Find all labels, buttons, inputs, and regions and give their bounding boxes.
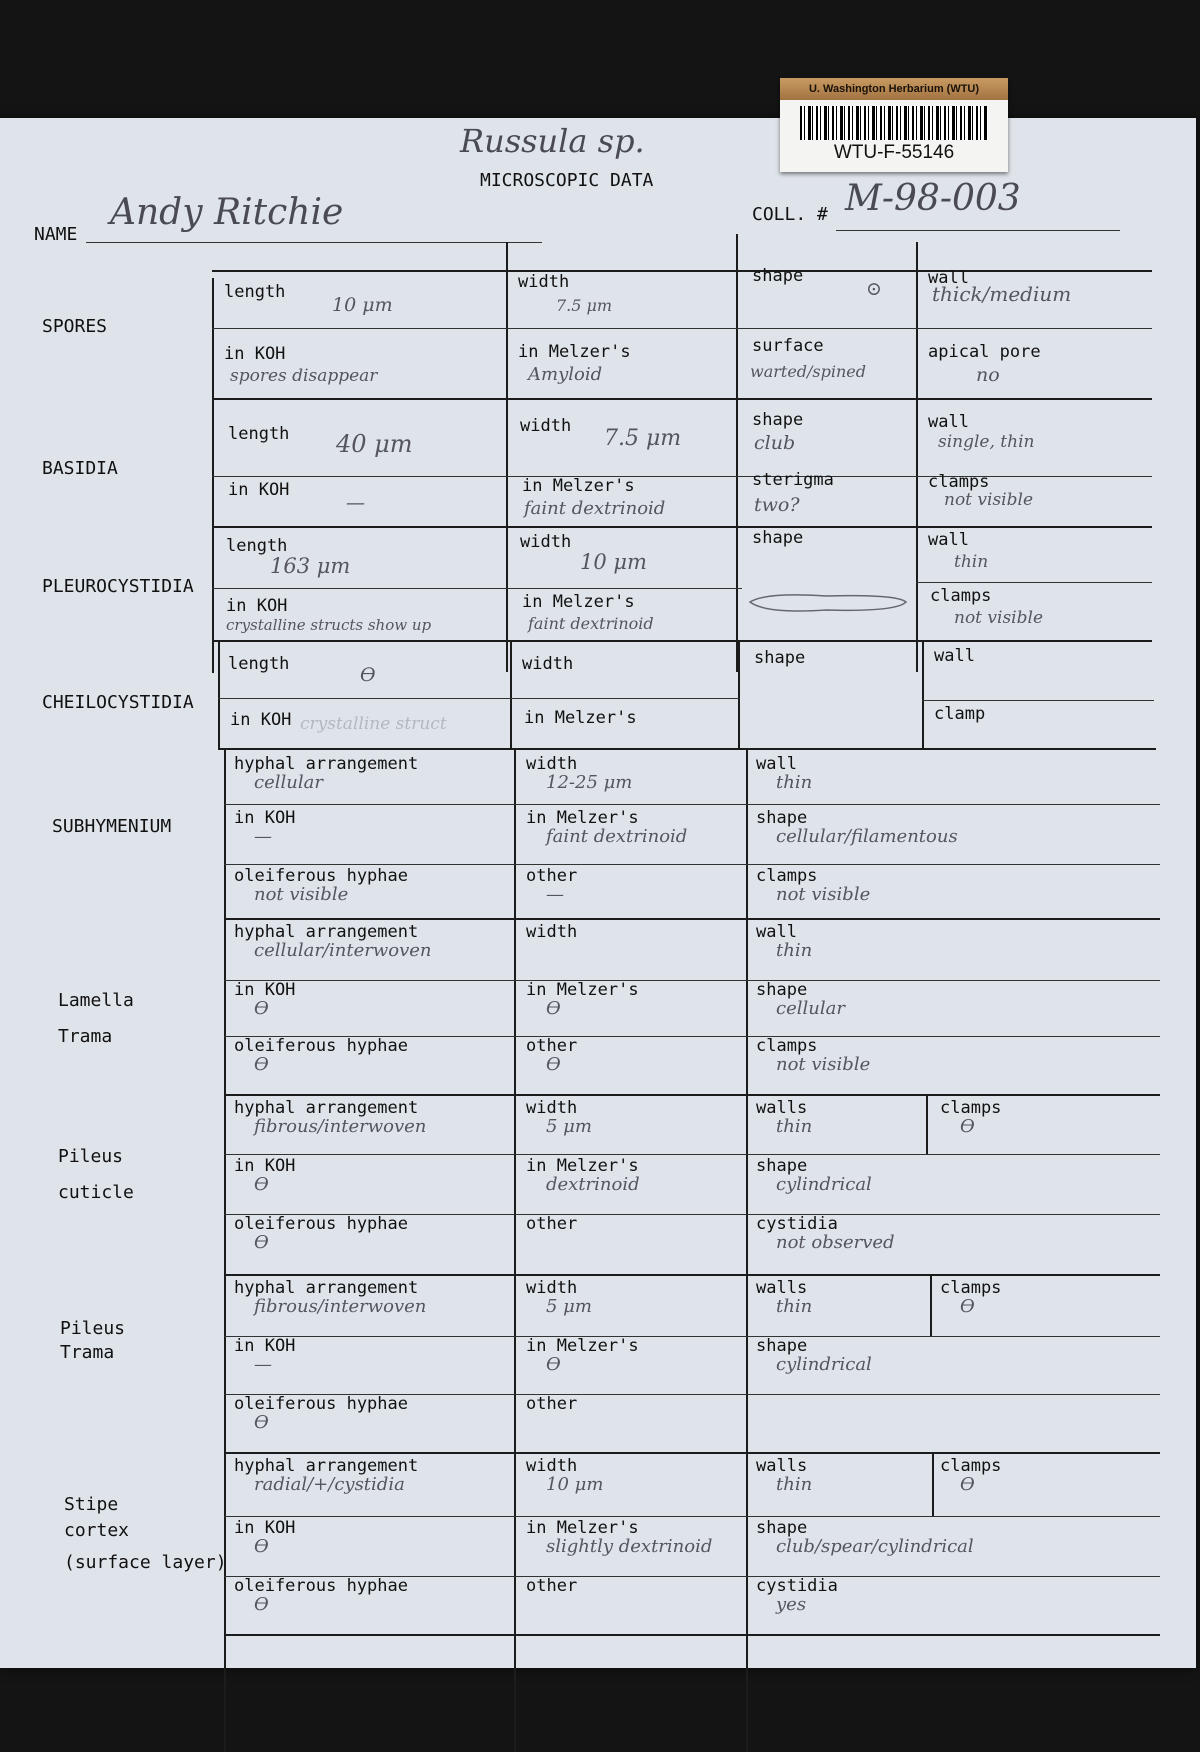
stipe-r0-c0-value: radial/+/cystidia — [254, 1474, 405, 1495]
stipe-r1-c1-value: slightly dextrinoid — [546, 1536, 713, 1557]
data-sheet — [0, 118, 1196, 1668]
pcuticle-r2-c0-value: ϴ — [254, 1232, 269, 1253]
pcuticle-r0-c0-value: fibrous/interwoven — [254, 1116, 427, 1137]
cheilo-koh-value: crystalline struct — [300, 714, 447, 734]
pleuro-wall-label: wall — [928, 530, 969, 550]
lamella-r2-c1-label: other — [526, 1036, 578, 1056]
stipe-r1-c1-label: in Melzer's — [526, 1518, 639, 1538]
subhym-r2-c0-label: oleiferous hyphae — [234, 866, 408, 886]
section-stipe-cortex-3: (surface layer) — [64, 1552, 227, 1573]
row-rule — [218, 698, 740, 699]
section-pileus-trama: Pileus — [60, 1318, 126, 1339]
row-rule — [224, 980, 1160, 981]
cheilo-clamp-label: clamp — [934, 704, 986, 724]
basidia-melzer-label: in Melzer's — [522, 476, 635, 496]
col-divider — [932, 1452, 934, 1516]
spores-pore-value: no — [976, 364, 1000, 386]
lamella-r2-c2-value: not visible — [776, 1054, 871, 1075]
lamella-r2-c1-value: ϴ — [546, 1054, 561, 1075]
catalog-number: WTU-F-55146 — [833, 142, 955, 163]
subhym-r1-c1-value: faint dextrinoid — [546, 826, 688, 847]
spores-koh-value: spores disappear — [230, 366, 378, 386]
basidia-length-label: length — [228, 424, 290, 444]
cheilo-width-label: width — [522, 654, 574, 674]
basidia-sterigma-value: two? — [754, 494, 800, 516]
herbarium-label — [780, 78, 1008, 172]
section-lamella-trama-2: Trama — [58, 1026, 113, 1047]
row-rule — [224, 1154, 1160, 1155]
pcuticle-r2-c0-label: oleiferous hyphae — [234, 1214, 408, 1234]
stipe-r1-c2-value: club/spear/cylindrical — [776, 1536, 974, 1557]
pcuticle-r0-c1-label: width — [526, 1098, 578, 1118]
barcode — [800, 106, 988, 140]
lamella-r0-c0-value: cellular/interwoven — [254, 940, 432, 961]
basidia-wall-label: wall — [928, 412, 969, 432]
section-cheilocystidia: CHEILOCYSTIDIA — [42, 692, 194, 713]
section-pileus-trama-2: Trama — [60, 1342, 115, 1363]
pleuro-koh-value: crystalline structs show up — [226, 616, 432, 634]
herbarium-name: U. Washington Herbarium (WTU) — [780, 78, 1008, 100]
pleuro-width-value: 10 μm — [580, 550, 647, 574]
lamella-r1-c2-label: shape — [756, 980, 808, 1000]
pleuro-length-value: 163 μm — [270, 554, 351, 578]
subhym-r0-c1-value: 12-25 μm — [546, 772, 633, 793]
section-stipe-cortex: Stipe — [64, 1494, 119, 1515]
subhym-r1-c1-label: in Melzer's — [526, 808, 639, 828]
subhym-r0-c2-value: thin — [776, 772, 813, 793]
pleuro-clamps-label: clamps — [930, 586, 992, 606]
spores-melzer-label: in Melzer's — [518, 342, 631, 362]
stipe-r1-c2-label: shape — [756, 1518, 808, 1538]
ptrama-r1-c1-value: ϴ — [546, 1354, 561, 1375]
form-title: MICROSCOPIC DATA — [480, 170, 654, 191]
pcuticle-r0-c2-value: thin — [776, 1116, 813, 1137]
subhym-r1-c0-label: in KOH — [234, 808, 296, 828]
pcuticle-r1-c2-label: shape — [756, 1156, 808, 1176]
ptrama-r1-c0-label: in KOH — [234, 1336, 296, 1356]
ptrama-r1-c2-value: cylindrical — [776, 1354, 872, 1375]
lamella-r1-c1-value: ϴ — [546, 998, 561, 1019]
stipe-r2-c2-label: cystidia — [756, 1576, 838, 1596]
row-rule — [224, 1336, 1160, 1337]
basidia-wall-value: single, thin — [938, 432, 1035, 452]
subhym-r0-c0-value: cellular — [254, 772, 323, 793]
subhym-r1-c0-value: — — [254, 826, 272, 847]
subhym-r1-c2-value: cellular/filamentous — [776, 826, 958, 847]
pcuticle-r2-c1-label: other — [526, 1214, 578, 1234]
cheilo-melzer-label: in Melzer's — [524, 708, 637, 728]
row-rule — [224, 804, 1160, 805]
lamella-r1-c0-value: ϴ — [254, 998, 269, 1019]
cheilo-length-label: length — [228, 654, 290, 674]
coll-label: COLL. # — [752, 204, 828, 225]
row-rule — [224, 1634, 1160, 1636]
row-rule — [224, 864, 1160, 865]
spores-length-label: length — [224, 282, 286, 302]
basidia-width-label: width — [520, 416, 572, 436]
stipe-r0-c1-label: width — [526, 1456, 578, 1476]
ptrama-r2-c0-value: ϴ — [254, 1412, 269, 1433]
ptrama-r1-c0-value: — — [254, 1354, 272, 1375]
ptrama-r2-c0-label: oleiferous hyphae — [234, 1394, 408, 1414]
spores-shape-value: ⊙ — [866, 278, 882, 300]
subhym-r0-c1-label: width — [526, 754, 578, 774]
subhym-r2-c1-value: — — [546, 884, 564, 905]
pleuro-length-label: length — [226, 536, 288, 556]
subhym-r0-c2-label: wall — [756, 754, 797, 774]
row-rule — [916, 582, 1152, 583]
pcuticle-r0-c2-label: walls — [756, 1098, 808, 1118]
col-divider — [738, 640, 740, 750]
pcuticle-r0-c3-value: ϴ — [960, 1116, 975, 1137]
basidia-length-value: 40 μm — [336, 430, 413, 458]
ptrama-r0-c1-value: 5 μm — [546, 1296, 592, 1317]
basidia-shape-label: shape — [752, 410, 804, 430]
subhym-r2-c2-label: clamps — [756, 866, 818, 886]
basidia-sterigma-label: sterigma — [752, 470, 834, 490]
stipe-r2-c0-value: ϴ — [254, 1594, 269, 1615]
basidia-koh-label: in KOH — [228, 480, 290, 500]
row-rule — [212, 270, 1152, 272]
lamella-r2-c0-value: ϴ — [254, 1054, 269, 1075]
spores-pore-label: apical pore — [928, 342, 1041, 362]
cheilo-koh-label: in KOH — [230, 710, 292, 730]
section-pleurocystidia: PLEUROCYSTIDIA — [42, 576, 194, 597]
table-left-border — [224, 748, 226, 1752]
stipe-r0-c1-value: 10 μm — [546, 1474, 604, 1495]
pcuticle-r0-c0-label: hyphal arrangement — [234, 1098, 419, 1118]
lamella-r0-c1-label: width — [526, 922, 578, 942]
spores-shape-label: shape — [752, 266, 804, 286]
col-divider — [926, 1094, 928, 1154]
spores-width-label: width — [518, 272, 570, 292]
row-rule — [212, 588, 742, 589]
subhym-r0-c0-label: hyphal arrangement — [234, 754, 419, 774]
section-pileus-cuticle: Pileus — [58, 1146, 124, 1167]
lamella-r1-c0-label: in KOH — [234, 980, 296, 1000]
row-rule — [224, 1452, 1160, 1454]
ptrama-r0-c3-label: clamps — [940, 1278, 1002, 1298]
basidia-width-value: 7.5 μm — [604, 426, 682, 451]
lamella-r0-c2-label: wall — [756, 922, 797, 942]
col-divider — [746, 748, 748, 1752]
row-rule — [212, 328, 1152, 329]
pcuticle-r2-c2-value: not observed — [776, 1232, 895, 1253]
row-rule — [212, 526, 1152, 528]
row-rule — [922, 700, 1154, 701]
ptrama-r0-c3-value: ϴ — [960, 1296, 975, 1317]
lamella-r1-c2-value: cellular — [776, 998, 845, 1019]
pcuticle-r1-c1-value: dextrinoid — [546, 1174, 640, 1195]
row-rule — [212, 398, 1152, 400]
section-lamella-trama: Lamella — [58, 990, 134, 1011]
row-rule — [212, 640, 1152, 642]
subhym-r2-c2-value: not visible — [776, 884, 871, 905]
pleuro-clamps-value: not visible — [954, 608, 1044, 628]
stipe-r0-c0-label: hyphal arrangement — [234, 1456, 419, 1476]
lamella-r0-c2-value: thin — [776, 940, 813, 961]
lamella-r1-c1-label: in Melzer's — [526, 980, 639, 1000]
stipe-r1-c0-value: ϴ — [254, 1536, 269, 1557]
section-stipe-cortex-2: cortex — [64, 1520, 130, 1541]
stipe-r0-c3-value: ϴ — [960, 1474, 975, 1495]
ptrama-r0-c0-label: hyphal arrangement — [234, 1278, 419, 1298]
name-underline — [86, 242, 542, 243]
ptrama-r1-c2-label: shape — [756, 1336, 808, 1356]
stipe-r0-c3-label: clamps — [940, 1456, 1002, 1476]
basidia-melzer-value: faint dextrinoid — [524, 498, 666, 519]
pcuticle-r2-c2-label: cystidia — [756, 1214, 838, 1234]
subhym-r2-c1-label: other — [526, 866, 578, 886]
col-divider — [736, 234, 738, 672]
ptrama-r0-c2-label: walls — [756, 1278, 808, 1298]
cystidium-sketch — [746, 588, 910, 618]
row-rule — [212, 476, 1152, 477]
row-rule — [218, 748, 1156, 750]
col-divider — [506, 242, 508, 672]
col-divider — [922, 640, 924, 750]
ptrama-r2-c1-label: other — [526, 1394, 578, 1414]
name-label: NAME — [34, 224, 78, 245]
pcuticle-r1-c2-value: cylindrical — [776, 1174, 872, 1195]
lamella-r2-c0-label: oleiferous hyphae — [234, 1036, 408, 1056]
col-divider — [510, 640, 512, 750]
spores-wall-label: wall — [928, 268, 969, 288]
row-rule — [224, 1094, 1160, 1096]
lamella-r2-c2-label: clamps — [756, 1036, 818, 1056]
spores-koh-label: in KOH — [224, 344, 286, 364]
basidia-koh-value: — — [346, 492, 365, 514]
cheilo-length-value: ϴ — [360, 664, 376, 686]
basidia-clamps-value: not visible — [944, 490, 1034, 510]
pleuro-shape-label: shape — [752, 528, 804, 548]
col-divider — [218, 640, 220, 750]
pleuro-width-label: width — [520, 532, 572, 552]
pcuticle-r1-c0-value: ϴ — [254, 1174, 269, 1195]
section-subhymenium: SUBHYMENIUM — [52, 816, 172, 837]
pcuticle-r0-c3-label: clamps — [940, 1098, 1002, 1118]
cheilo-shape-label: shape — [754, 648, 806, 668]
col-divider — [930, 1274, 932, 1336]
cheilo-wall-label: wall — [934, 646, 975, 666]
ptrama-r0-c2-value: thin — [776, 1296, 813, 1317]
spores-surface-value: warted/spined — [750, 362, 866, 381]
spores-length-value: 10 μm — [332, 294, 393, 316]
spores-wall-value: thick/medium — [932, 282, 1072, 306]
spores-surface-label: surface — [752, 336, 824, 356]
subhym-r1-c2-label: shape — [756, 808, 808, 828]
section-pileus-cuticle-2: cuticle — [58, 1182, 134, 1203]
pleuro-wall-value: thin — [954, 552, 989, 572]
stipe-r2-c0-label: oleiferous hyphae — [234, 1576, 408, 1596]
subhym-r2-c0-value: not visible — [254, 884, 349, 905]
col-divider — [916, 242, 918, 672]
pcuticle-r0-c1-value: 5 μm — [546, 1116, 592, 1137]
lamella-r0-c0-label: hyphal arrangement — [234, 922, 419, 942]
coll-value: M-98-003 — [845, 178, 1021, 219]
stipe-r2-c1-label: other — [526, 1576, 578, 1596]
genus-handwritten: Russula sp. — [460, 122, 645, 160]
section-basidia: BASIDIA — [42, 458, 118, 479]
coll-underline — [836, 230, 1120, 231]
spores-width-value: 7.5 μm — [556, 296, 613, 315]
pleuro-koh-label: in KOH — [226, 596, 288, 616]
stipe-r2-c2-value: yes — [776, 1594, 807, 1615]
spores-melzer-value: Amyloid — [528, 364, 603, 385]
ptrama-r0-c0-value: fibrous/interwoven — [254, 1296, 427, 1317]
basidia-shape-value: club — [754, 432, 796, 454]
stipe-r1-c0-label: in KOH — [234, 1518, 296, 1538]
section-spores: SPORES — [42, 316, 108, 337]
stipe-r0-c2-label: walls — [756, 1456, 808, 1476]
pcuticle-r1-c0-label: in KOH — [234, 1156, 296, 1176]
row-rule — [224, 1516, 1160, 1517]
basidia-clamps-label: clamps — [928, 472, 990, 492]
ptrama-r1-c1-label: in Melzer's — [526, 1336, 639, 1356]
ptrama-r0-c1-label: width — [526, 1278, 578, 1298]
pleuro-melzer-value: faint dextrinoid — [528, 614, 654, 633]
pcuticle-r1-c1-label: in Melzer's — [526, 1156, 639, 1176]
name-value: Andy Ritchie — [110, 192, 344, 233]
col-divider — [514, 748, 516, 1752]
pleuro-melzer-label: in Melzer's — [522, 592, 635, 612]
stipe-r0-c2-value: thin — [776, 1474, 813, 1495]
row-rule — [224, 918, 1160, 920]
row-rule — [224, 1274, 1160, 1276]
